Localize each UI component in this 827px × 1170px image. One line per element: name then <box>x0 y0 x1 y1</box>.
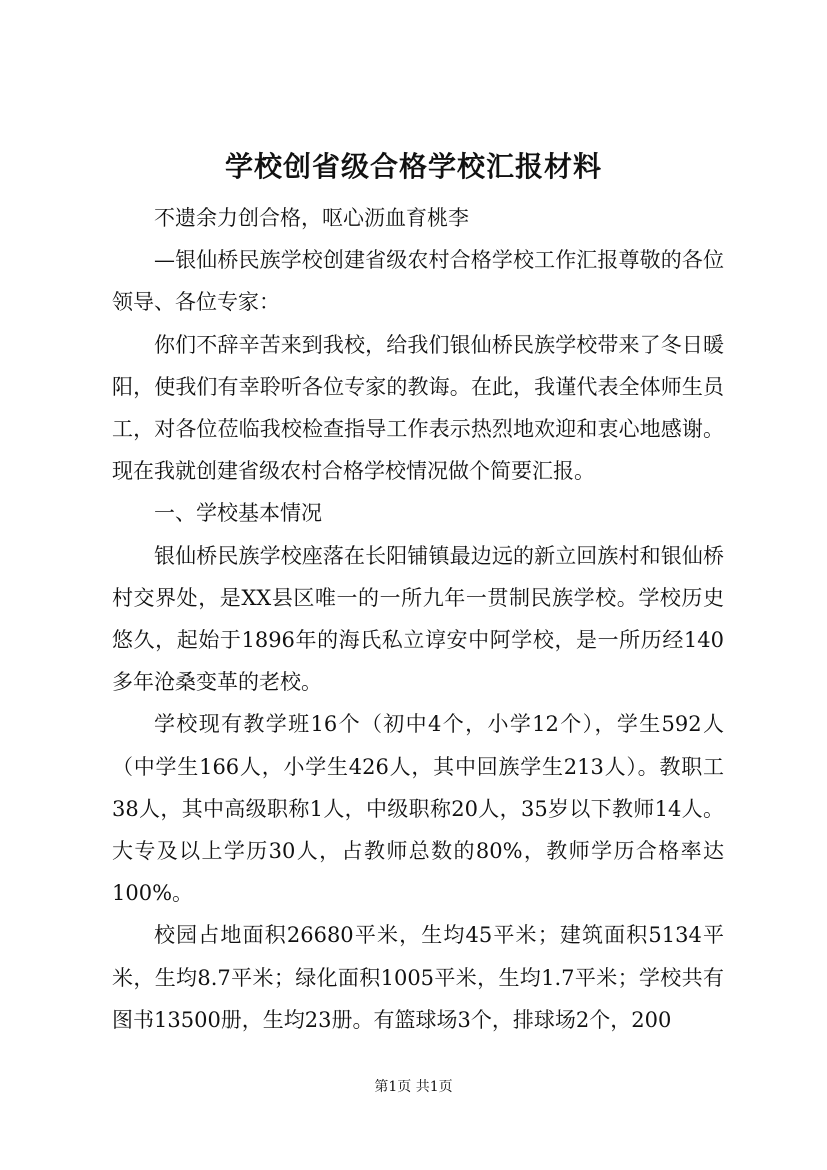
paragraph-slogan: 不遗余力创合格，呕心沥血育桃李 <box>154 206 469 230</box>
document-body <box>112 197 724 1041</box>
document-title: 学校创省级合格学校汇报材料 <box>224 150 602 183</box>
page-number-footer: 第1页 共1页 <box>374 1079 453 1095</box>
paragraph-subtitle-greeting: —银仙桥民族学校创建省级农村合格学校工作汇报尊敬的各位领导、各位专家： <box>112 248 724 315</box>
section-heading-basic-info: 一、学校基本情况 <box>154 501 322 526</box>
paragraph-school-location: 银仙桥民族学校座落在长阳铺镇最边远的新立回族村和银仙桥村交界处，是XX县区唯一的一所九年一贯制民族学校。学校历史悠久，起始于1896年的海氏私立谆安中阿学校，是一所历经140多年沧桑变革的老校。 <box>112 543 724 695</box>
paragraph-welcome: 你们不辞辛苦来到我校，给我们银仙桥民族学校带来了冬日暖阳，使我们有幸聆听各位专家的教诲。在此，我谨代表全体师生员工，对各位莅临我校检查指导工作表示热烈地欢迎和衷心地感谢。现在我就创建省级农村合格学校情况做个简要汇报。 <box>112 332 724 484</box>
paragraph-campus-facilities: 校园占地面积26680平米，生均45平米；建筑面积5134平米，生均8.7平米；绿化面积1005平米，生均1.7平米；学校共有图书13500册，生均23册。有篮球场3个，排球场2个，200 <box>112 923 724 1032</box>
paragraph-school-staff: 学校现有教学班16个（初中4个，小学12个），学生592人（中学生166人，小学生426人，其中回族学生213人）。教职工38人，其中高级职称1人，中级职称20人，35岁以下教师14人。大专及以上学历30人，占教师总数的80%，教师学历合格率达100%。 <box>112 712 724 906</box>
